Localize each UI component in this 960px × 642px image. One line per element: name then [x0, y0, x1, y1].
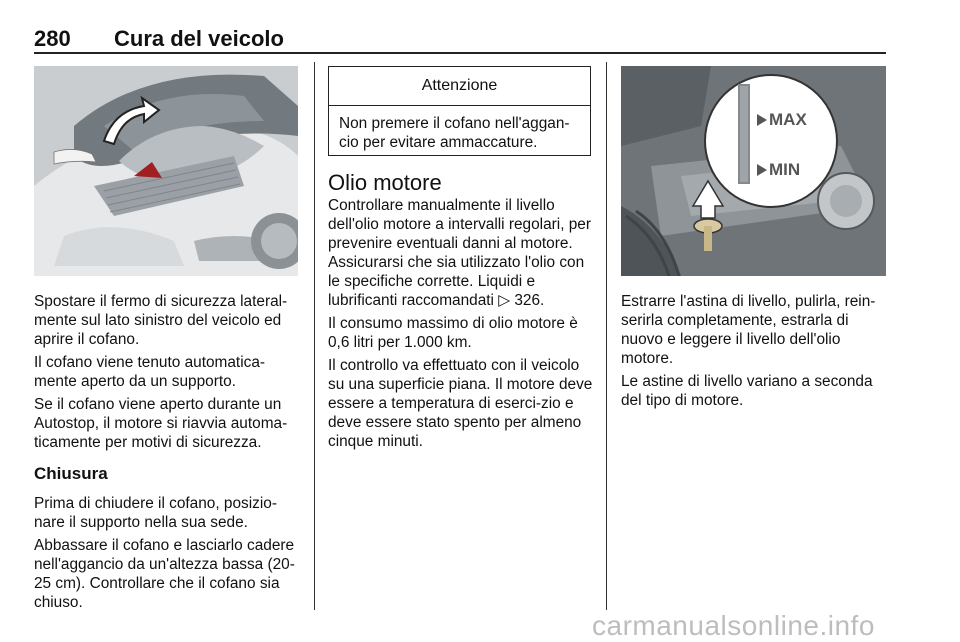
section-heading-chiusura: Chiusura [34, 464, 108, 483]
dipstick-min-label: MIN [769, 160, 801, 179]
column-divider-1 [314, 62, 315, 610]
section-heading-olio-motore: Olio motore [328, 170, 442, 195]
column-divider-2 [606, 62, 607, 610]
header-rule [34, 52, 886, 54]
paragraph [328, 196, 594, 310]
paragraph: Prima di chiudere il cofano, posizio-nare il supporto nella sua sede. [34, 495, 277, 531]
column-3 [621, 292, 889, 414]
paragraph-text: Controllare manualmente il livello dell'olio motore a intervalli regolari, per prevenire eventuali danni al motore. Assicurarsi che sia utilizzato l'olio con le specifiche corrette. Liquidi e lubrificanti raccomandati [328, 197, 591, 309]
caution-box [328, 66, 591, 156]
engine-dipstick-illustration [621, 66, 886, 276]
hood-latch-illustration [34, 66, 298, 276]
paragraph: Le astine di livello variano a seconda del tipo di motore. [621, 373, 873, 409]
paragraph: Se il cofano viene aperto durante un Autostop, il motore si riavvia automa-ticamente per motivi di sicurezza. [34, 396, 288, 451]
watermark: carmanualsonline.info [592, 610, 875, 641]
paragraph: Il consumo massimo di olio motore è 0,6 litri per 1.000 km. [328, 315, 578, 351]
column-1 [34, 292, 300, 616]
caution-title: Attenzione [329, 67, 590, 106]
paragraph: Il controllo va effettuato con il veicolo su una superficie piana. Il motore deve essere a temperatura di eserci-zio e deve essere stato spento per almeno cinque minuti. [328, 357, 593, 450]
paragraph: Spostare il fermo di sicurezza lateral-mente sul lato sinistro del veicolo ed aprire il cofano. [34, 293, 288, 348]
page-title: Cura del veicolo [114, 26, 284, 51]
page-reference: 326. [514, 292, 545, 309]
paragraph: Abbassare il cofano e lasciarlo cadere nell'aggancio da un'altezza bassa (20-25 cm). Controllare che il cofano sia chiuso. [34, 537, 295, 611]
caution-text: Non premere il cofano nell'aggan-cio per evitare ammaccature. [339, 115, 570, 151]
dipstick-max-label: MAX [769, 110, 807, 129]
paragraph: Il cofano viene tenuto automatica-mente aperto da un supporto. [34, 354, 266, 390]
paragraph: Estrarre l'astina di livello, pulirla, rein-serirla completamente, estrarla di nuovo e leggere il livello dell'olio motore. [621, 293, 876, 367]
column-2 [328, 170, 594, 455]
page-reference-icon: ▷ [498, 292, 511, 309]
page-number: 280 [34, 26, 71, 51]
hood-latch-figure [34, 66, 298, 276]
dipstick-figure [621, 66, 886, 276]
